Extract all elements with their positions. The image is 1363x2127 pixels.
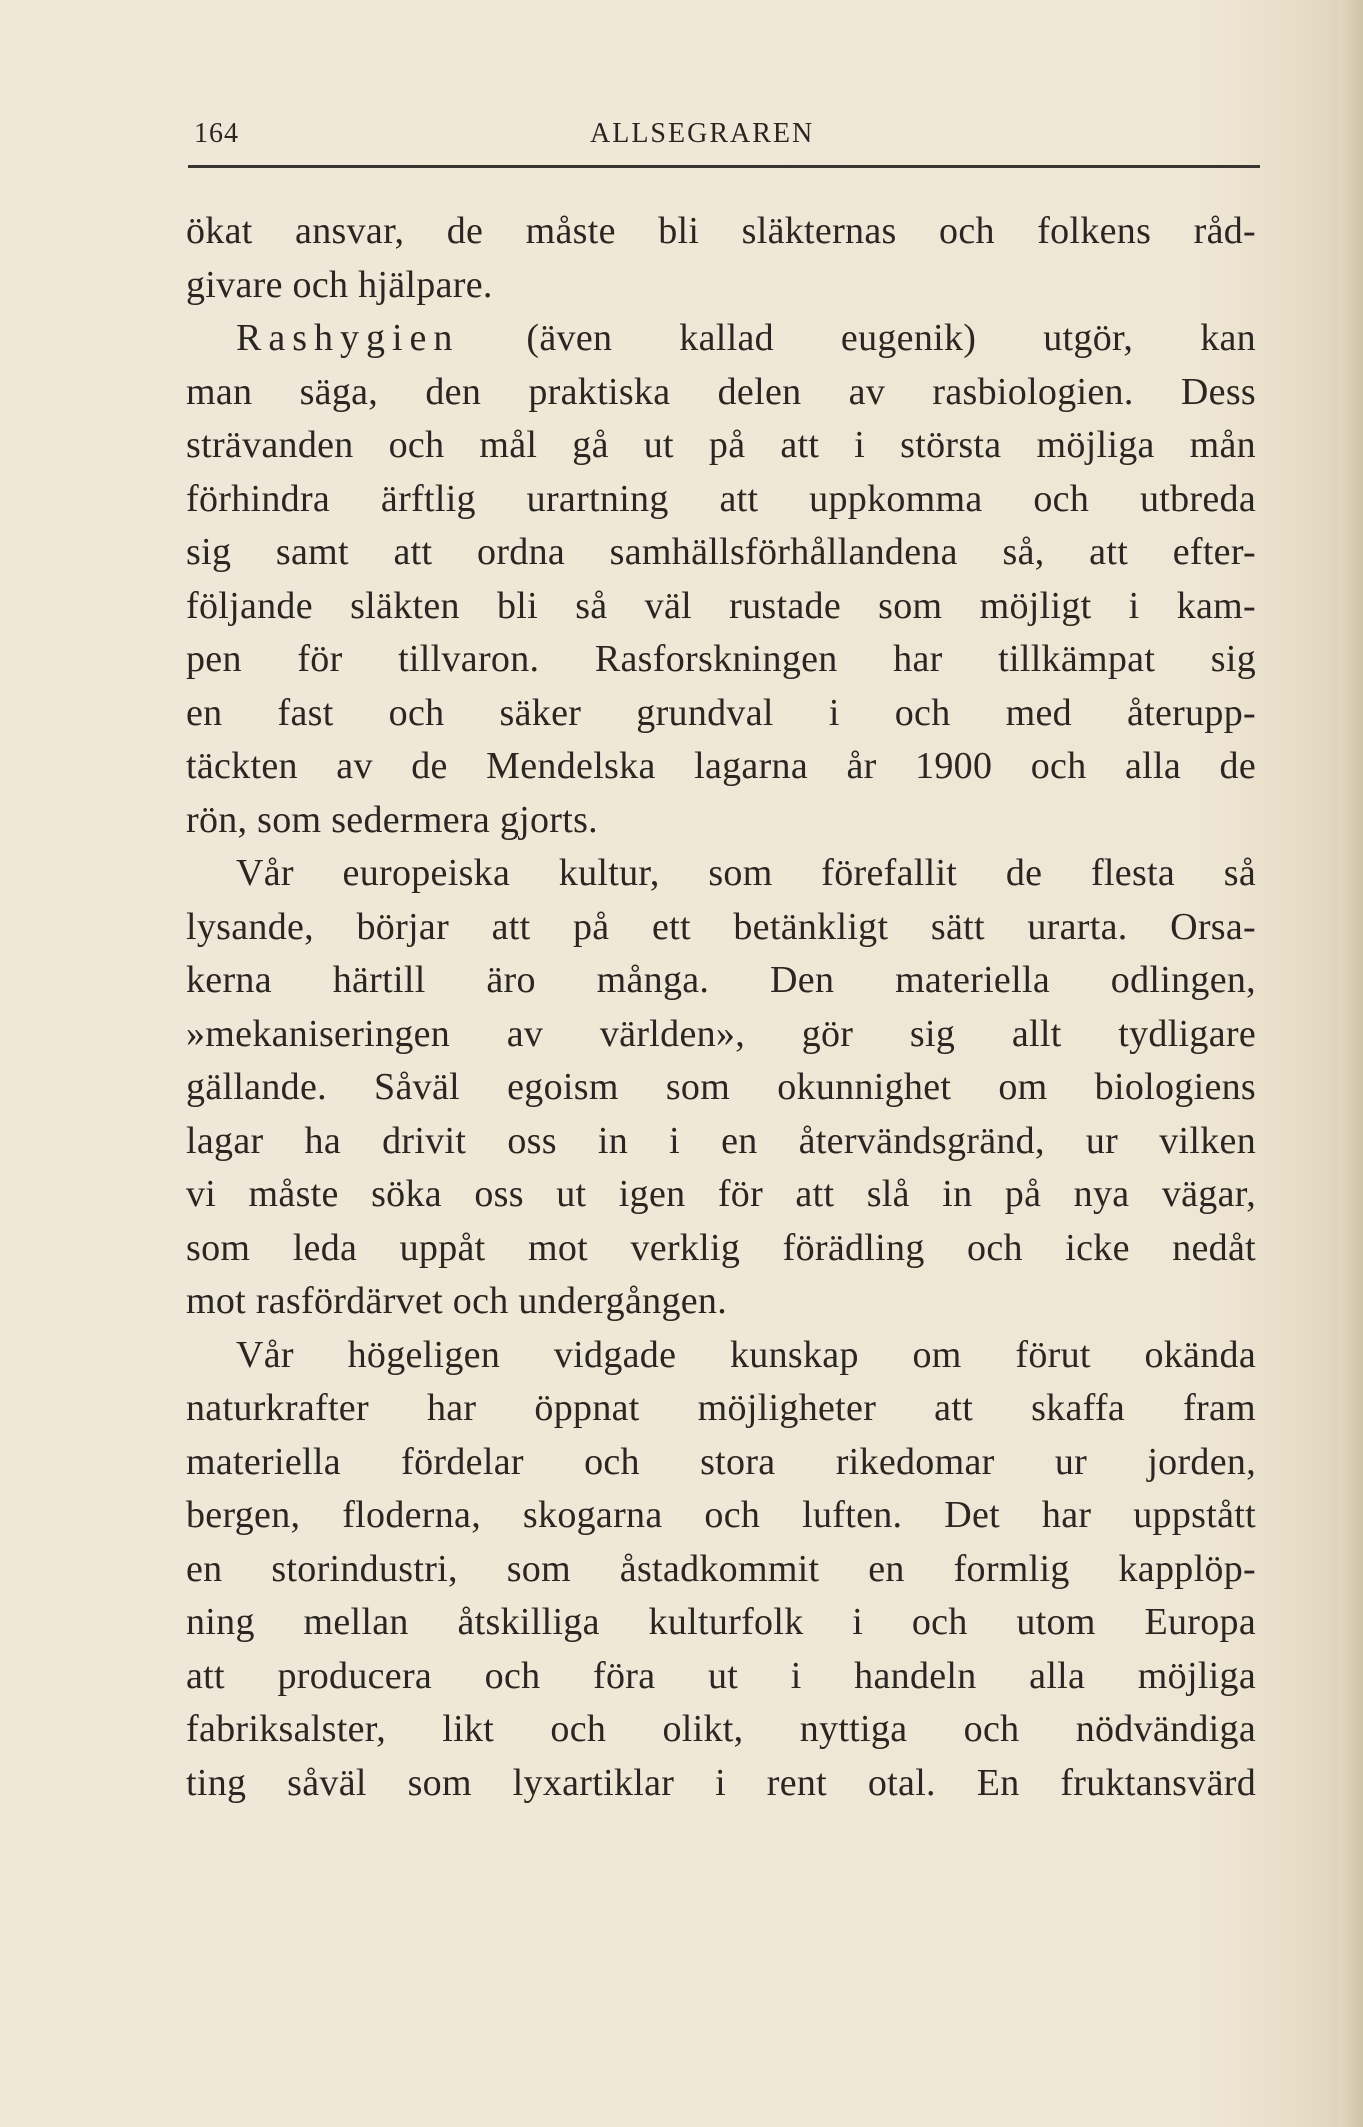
text-line: ökat ansvar, de måste bli släkternas och folkens råd-: [186, 210, 1256, 252]
text-line: »mekaniseringen av världen», gör sig allt tydligare: [186, 1012, 1256, 1055]
page-edge: [1339, 0, 1363, 2127]
text-line: materiella fördelar och stora rikedomar ur jorden,: [186, 1440, 1256, 1483]
text-line: en fast och säker grundval i och med återupp-: [186, 691, 1256, 734]
body-text: [186, 205, 1256, 1810]
text-line: rön, som sedermera gjorts.: [186, 798, 598, 841]
text-line: följande släkten bli så väl rustade som möjligt i kam-: [186, 584, 1256, 627]
text-line: mot rasfördärvet och undergången.: [186, 1280, 728, 1322]
text-line: naturkrafter har öppnat möjligheter att skaffa fram: [186, 1387, 1256, 1429]
text-line: ning mellan åtskilliga kulturfolk i och utom Europa: [186, 1601, 1256, 1643]
text-line: täckten av de Mendelska lagarna år 1900 och alla de: [186, 745, 1256, 787]
text-line: lysande, börjar att på ett betänkligt sätt urarta. Orsa-: [186, 905, 1256, 948]
text-line: förhindra ärftlig urartning att uppkomma och utbreda: [186, 477, 1256, 520]
text-line: Vår europeiska kultur, som förefallit de flesta så: [236, 852, 1256, 894]
text-line: [186, 312, 1256, 366]
page-number: 164: [194, 118, 239, 149]
text-line: ting såväl som lyxartiklar i rent otal. En fruktansvärd: [186, 1761, 1256, 1804]
running-title: ALLSEGRAREN: [590, 118, 815, 149]
text-line: gällande. Såväl egoism som okunnighet om biologiens: [186, 1066, 1256, 1108]
header-rule: [188, 165, 1260, 168]
text-line-rest: (även kallad eugenik) utgör, kan: [526, 317, 1256, 359]
text-line: man säga, den praktiska delen av rasbiologien. Dess: [186, 370, 1256, 413]
text-line: en storindustri, som åstadkommit en formlig kapplöp-: [186, 1547, 1256, 1590]
text-line: Vår högeligen vidgade kunskap om förut okända: [236, 1333, 1256, 1376]
text-line: att producera och föra ut i handeln alla möjliga: [186, 1654, 1256, 1697]
page-header: [188, 108, 1260, 158]
text-line: givare och hjälpare.: [186, 263, 493, 306]
text-line: lagar ha drivit oss in i en återvändsgränd, ur vilken: [186, 1119, 1256, 1162]
text-line: bergen, floderna, skogarna och luften. Det har uppstått: [186, 1494, 1256, 1536]
text-line: kerna härtill äro många. Den materiella odlingen,: [186, 959, 1256, 1001]
text-line: som leda uppåt mot verklig förädling och icke nedåt: [186, 1226, 1256, 1269]
text-line: fabriksalster, likt och olikt, nyttiga och nödvändiga: [186, 1708, 1256, 1750]
text-line: pen för tillvaron. Rasforskningen har tillkämpat sig: [186, 638, 1256, 680]
spaced-term: Rashygien: [236, 317, 460, 359]
text-line: strävanden och mål gå ut på att i största möjliga mån: [186, 424, 1256, 466]
text-line: sig samt att ordna samhällsförhållandena så, att efter-: [186, 531, 1256, 573]
text-line: vi måste söka oss ut igen för att slå in på nya vägar,: [186, 1173, 1256, 1215]
